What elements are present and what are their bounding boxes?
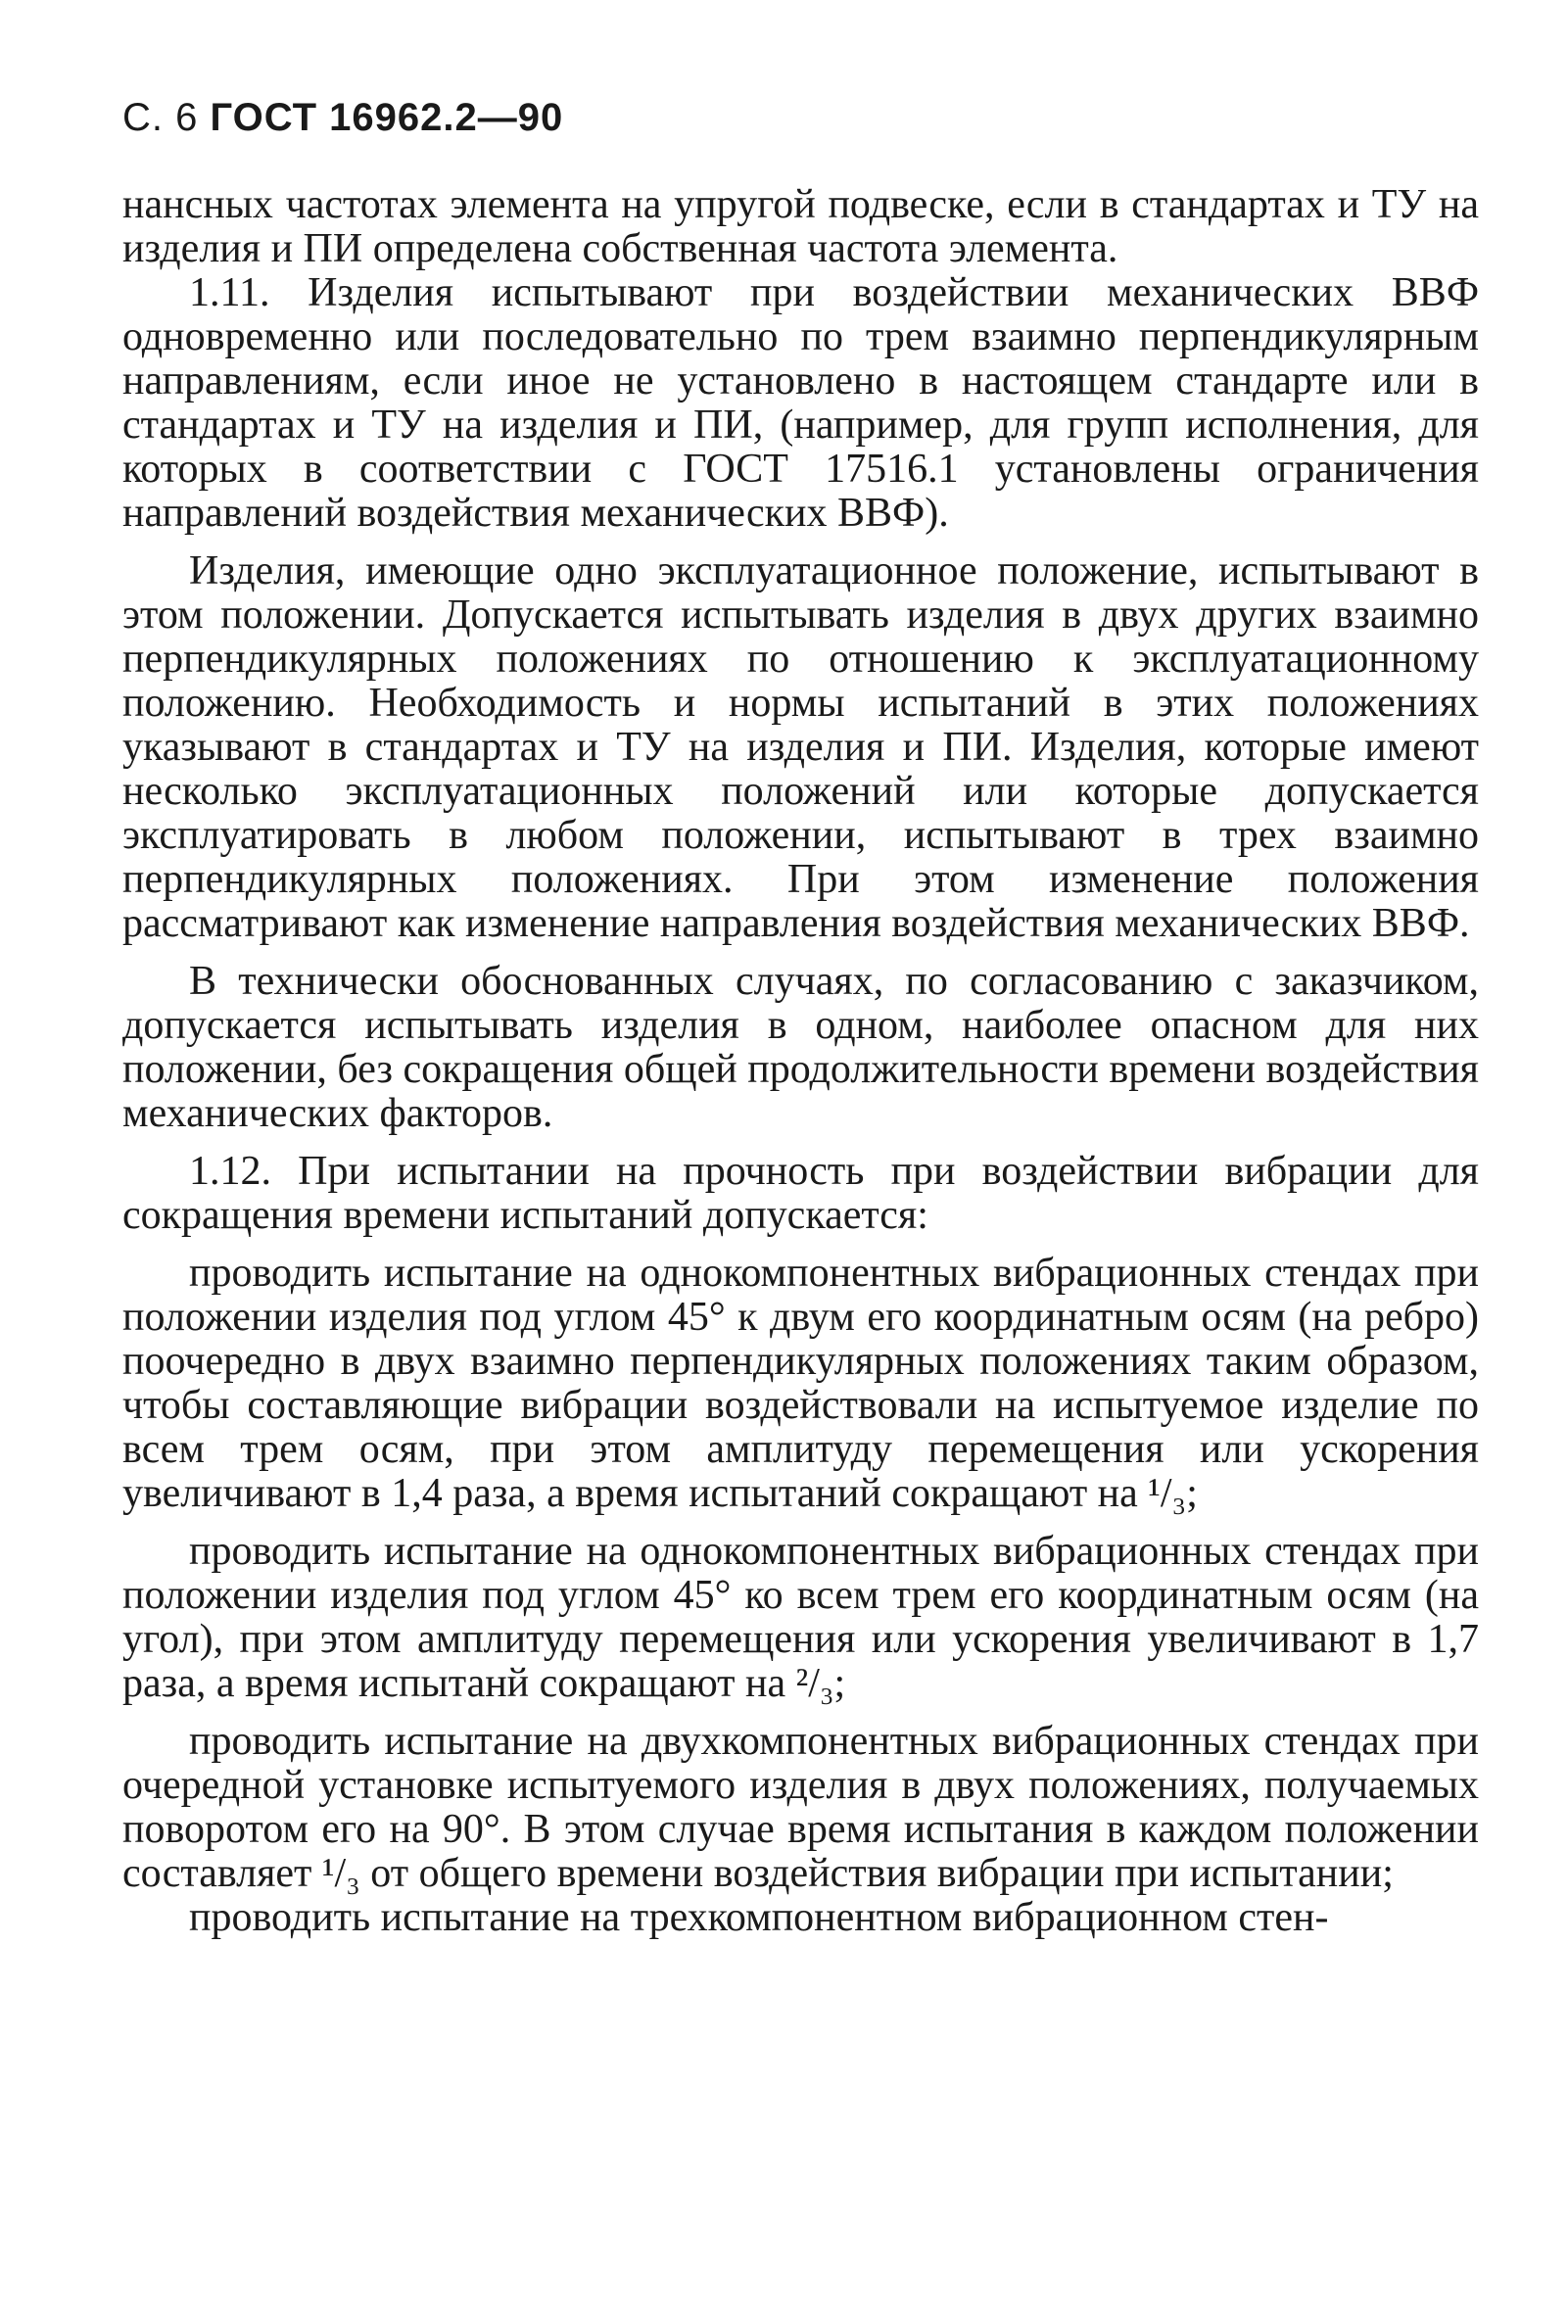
paragraph-operating-position: Изделия, имеющие одно эксплуатационное положение, испытывают в этом положении. Допускается испытывать изделия в двух других взаимно перпендикулярных положениях по отношению к эксплуатационному положению. Необходимость и нормы испытаний в этих положениях указывают в стандартах и ТУ на изделия и ПИ. Изделия, которые имеют несколько эксплуатационных положений или которые допускается эксплуатировать в любом положении, испытывают в трех взаимно перпендикулярных положениях. При этом изменение положения рассматривают как изменение направления воздействия механических ВВФ. — [122, 548, 1479, 946]
paragraph-continuation: нансных частотах элемента на упругой подвеске, если в стандартах и ТУ на изделия и ПИ определена собственная частота элемента. — [122, 182, 1479, 271]
list-item-one-component-corner: проводить испытание на однокомпонентных вибрационных стендах при положении изделия под углом 45° ко всем трем его координатным осям (на угол), при этом амплитуду перемещения или ускорения увеличивают в 1,7 раза, а время иcпытанй сокращают на ²/₃; — [122, 1529, 1479, 1706]
paragraph-clause-1-11: 1.11. Изделия испытывают при воздействии механических ВВФ одновременно или последовательно по трем взаимно перпендикулярным направлениям, если иное не установлено в настоящем стандарте или в стандартах и ТУ на изделия и ПИ, (например, для групп исполнения, для которых в соответствии с ГОСТ 17516.1 установлены ограничения направлений воздействия механических ВВФ). — [122, 270, 1479, 536]
list-item-two-component: проводить испытание на двухкомпонентных вибрационных стендах при очередной установке испытуемого изделия в двух положениях, получаемых поворотом его на 90°. В этом случае время испытания в каждом положении составляет ¹/₃ от общего времени воздействия вибрации при испытании; — [122, 1719, 1479, 1896]
list-item-three-component: проводить испытание на трехкомпонентном вибрационном стен- — [189, 1895, 1329, 1940]
page-number: С. 6 — [122, 96, 199, 139]
standard-designation: ГОСТ 16962.2—90 — [210, 96, 564, 139]
list-item-one-component-edge: проводить испытание на однокомпонентных вибрационных стендах при положении изделия под углом 45° к двум его координатным осям (на ребро) поочередно в двух взаимно перпендикулярных положениях таким образом, чтобы составляющие вибрации воздействовали на испытуемое изделие по всем трем осям, при этом амплитуду перемещения или ускорения увеличивают в 1,4 раза, а время испытаний сокращают на ¹/₃; — [122, 1251, 1479, 1516]
document-page — [122, 96, 1479, 1940]
paragraph-justified-cases: В технически обоснованных случаях, по согласованию с заказчиком, допускается испытывать изделия в одном, наиболее опасном для них положении, без сокращения общей продолжительности времени воздействия механических факторов. — [122, 959, 1479, 1136]
paragraph-clause-1-12: 1.12. При испытании на прочность при воздействии вибрации для сокращения времени испытаний допускается: — [122, 1149, 1479, 1238]
page-header — [122, 96, 1479, 140]
